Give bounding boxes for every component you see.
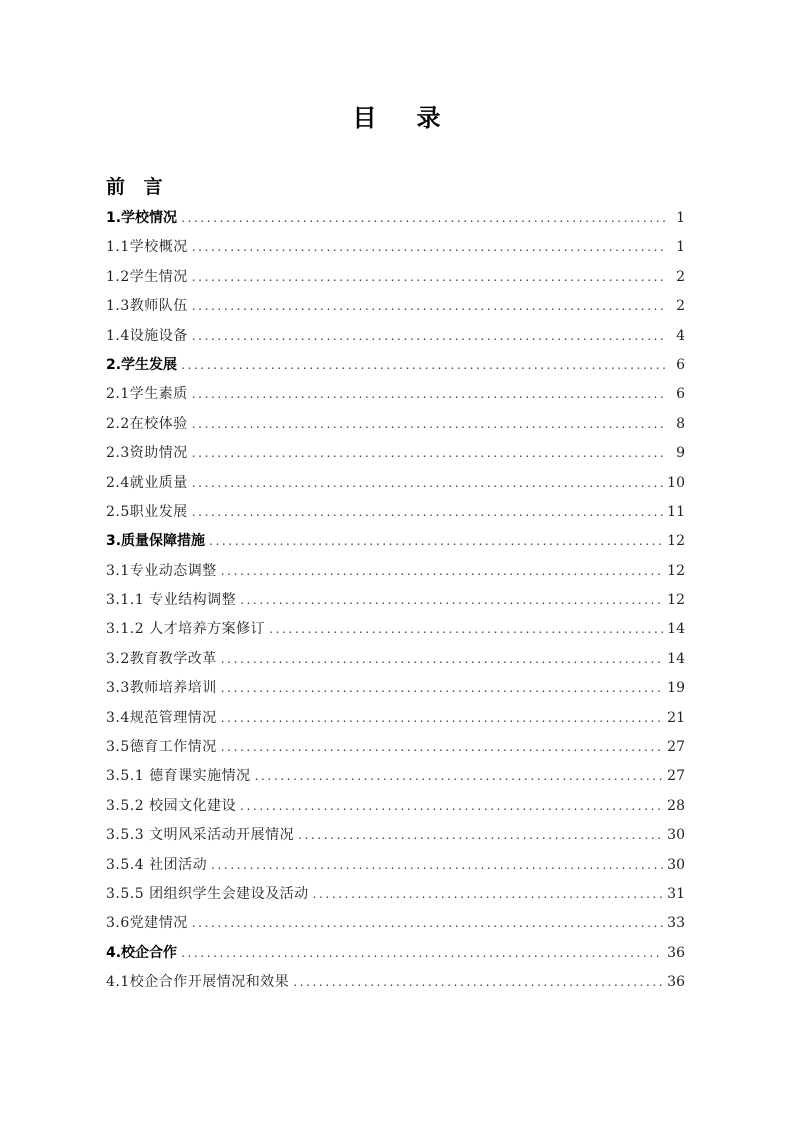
toc-entry[interactable] (106, 322, 685, 351)
toc-entry-label: 3.5.4 社团活动 (106, 856, 208, 873)
dot-leader (181, 939, 663, 968)
toc-entry[interactable] (106, 233, 685, 262)
toc-entry[interactable] (106, 645, 685, 674)
toc-entry-page-number: 1 (676, 239, 685, 256)
toc-entry[interactable] (106, 674, 685, 703)
toc-entry[interactable] (106, 586, 685, 615)
toc-entry-label: 1.3教师队伍 (106, 298, 188, 315)
toc-entry-label: 3.5德育工作情况 (106, 739, 217, 756)
toc-entry-page-number: 19 (667, 680, 685, 697)
dot-leader (192, 410, 667, 439)
toc-entry-page-number: 1 (676, 210, 685, 226)
dot-leader (240, 586, 663, 615)
toc-entry-page-number: 12 (667, 592, 685, 609)
toc-entry-label: 2.3资助情况 (106, 445, 188, 462)
dot-leader (181, 204, 667, 233)
toc-entry[interactable] (106, 292, 685, 321)
toc-entry-label: 3.5.5 团组织学生会建设及活动 (106, 885, 309, 902)
toc-entry-label: 3.4规范管理情况 (106, 709, 217, 726)
toc-entry[interactable] (106, 527, 685, 556)
toc-entry[interactable] (106, 410, 685, 439)
toc-entry-page-number: 12 (667, 533, 685, 550)
dot-leader (211, 851, 663, 880)
toc-entry[interactable] (106, 733, 685, 762)
toc-entry-label: 2.4就业质量 (106, 474, 188, 491)
toc-entry-page-number: 27 (667, 739, 685, 756)
toc-entry[interactable] (106, 439, 685, 468)
toc-entry-label: 2.1学生素质 (106, 386, 188, 403)
dot-leader (209, 527, 663, 556)
dot-leader (181, 351, 667, 380)
toc-entry[interactable] (106, 939, 685, 968)
toc-entry-label: 3.2教育教学改革 (106, 650, 217, 667)
toc-entry[interactable] (106, 469, 685, 498)
toc-entry[interactable] (106, 880, 685, 909)
toc-title (0, 100, 793, 136)
dot-leader (192, 322, 667, 351)
toc-entry-page-number: 36 (667, 944, 685, 961)
toc-entry[interactable] (106, 263, 685, 292)
toc-entry-label: 3.5.1 德育课实施情况 (106, 768, 251, 785)
toc-entry-label: 3.6党建情况 (106, 915, 188, 932)
toc-entry-label: 4.1校企合作开展情况和效果 (106, 974, 290, 991)
toc-entry-page-number: 6 (676, 386, 685, 403)
toc-entry[interactable] (106, 704, 685, 733)
toc-entry-page-number: 4 (676, 327, 685, 344)
toc-entry-page-number: 2 (676, 298, 685, 315)
dot-leader (192, 233, 667, 262)
dot-leader (221, 645, 663, 674)
toc-entry-label: 3.1专业动态调整 (106, 562, 217, 579)
toc-entry-label: 1.4设施设备 (106, 327, 188, 344)
dot-leader (221, 733, 663, 762)
toc-entry-page-number: 6 (676, 356, 685, 373)
toc-entry-label: 2.5职业发展 (106, 503, 188, 520)
dot-leader (240, 792, 663, 821)
toc-entry[interactable] (106, 351, 685, 380)
toc-entry-page-number: 9 (676, 445, 685, 462)
toc-entry-page-number: 8 (676, 415, 685, 432)
toc-entry-page-number: 10 (667, 474, 685, 491)
toc-entry[interactable] (106, 498, 685, 527)
toc-title-char-1: 目 (352, 104, 377, 132)
toc-entry-page-number: 14 (667, 650, 685, 667)
dot-leader (192, 469, 663, 498)
toc-entry-label: 3.质量保障措施 (106, 533, 206, 550)
toc-entry-label: 2.2在校体验 (106, 415, 188, 432)
toc-entry[interactable] (106, 615, 685, 644)
toc-entry[interactable] (106, 821, 685, 850)
dot-leader (192, 439, 667, 468)
dot-leader (221, 557, 663, 586)
toc-entry-page-number: 14 (667, 621, 685, 638)
dot-leader (255, 762, 664, 791)
toc-entry-page-number: 21 (667, 709, 685, 726)
dot-leader (298, 821, 663, 850)
toc-entry[interactable] (106, 909, 685, 938)
toc-entry[interactable] (106, 851, 685, 880)
dot-leader (192, 498, 663, 527)
toc-entry[interactable] (106, 557, 685, 586)
toc-entry-page-number: 31 (667, 885, 685, 902)
toc-entry-page-number: 36 (667, 974, 685, 991)
dot-leader (192, 909, 663, 938)
dot-leader (192, 263, 667, 292)
dot-leader (313, 880, 664, 909)
toc-entry-page-number: 33 (667, 915, 685, 932)
dot-leader (221, 674, 663, 703)
toc-list (106, 204, 685, 998)
toc-entry-label: 4.校企合作 (106, 944, 178, 961)
toc-entry[interactable] (106, 762, 685, 791)
toc-entry-label: 2.学生发展 (106, 356, 178, 373)
toc-title-char-2: 录 (416, 104, 441, 132)
toc-entry-label: 3.3教师培养培训 (106, 680, 217, 697)
dot-leader (192, 292, 667, 321)
preface-heading[interactable]: 前 言 (106, 176, 169, 198)
toc-entry-page-number: 30 (667, 856, 685, 873)
toc-entry-page-number: 11 (667, 503, 685, 520)
dot-leader (192, 380, 667, 409)
toc-entry[interactable] (106, 968, 685, 997)
toc-entry[interactable] (106, 792, 685, 821)
dot-leader (293, 968, 663, 997)
dot-leader (269, 615, 663, 644)
toc-entry-label: 3.1.2 人才培养方案修订 (106, 621, 266, 638)
toc-entry-label: 1.1学校概况 (106, 239, 188, 256)
toc-entry-page-number: 12 (667, 562, 685, 579)
toc-entry-label: 3.5.2 校园文化建设 (106, 797, 237, 814)
toc-entry-page-number: 30 (667, 827, 685, 844)
toc-entry-page-number: 27 (667, 768, 685, 785)
toc-entry-page-number: 2 (676, 268, 685, 285)
toc-entry[interactable] (106, 204, 685, 233)
dot-leader (221, 704, 663, 733)
toc-entry-page-number: 28 (667, 797, 685, 814)
toc-entry-label: 3.5.3 文明风采活动开展情况 (106, 827, 295, 844)
toc-entry-label: 1.2学生情况 (106, 268, 188, 285)
toc-entry[interactable] (106, 380, 685, 409)
toc-entry-label: 3.1.1 专业结构调整 (106, 592, 237, 609)
toc-entry-label: 1.学校情况 (106, 210, 178, 226)
